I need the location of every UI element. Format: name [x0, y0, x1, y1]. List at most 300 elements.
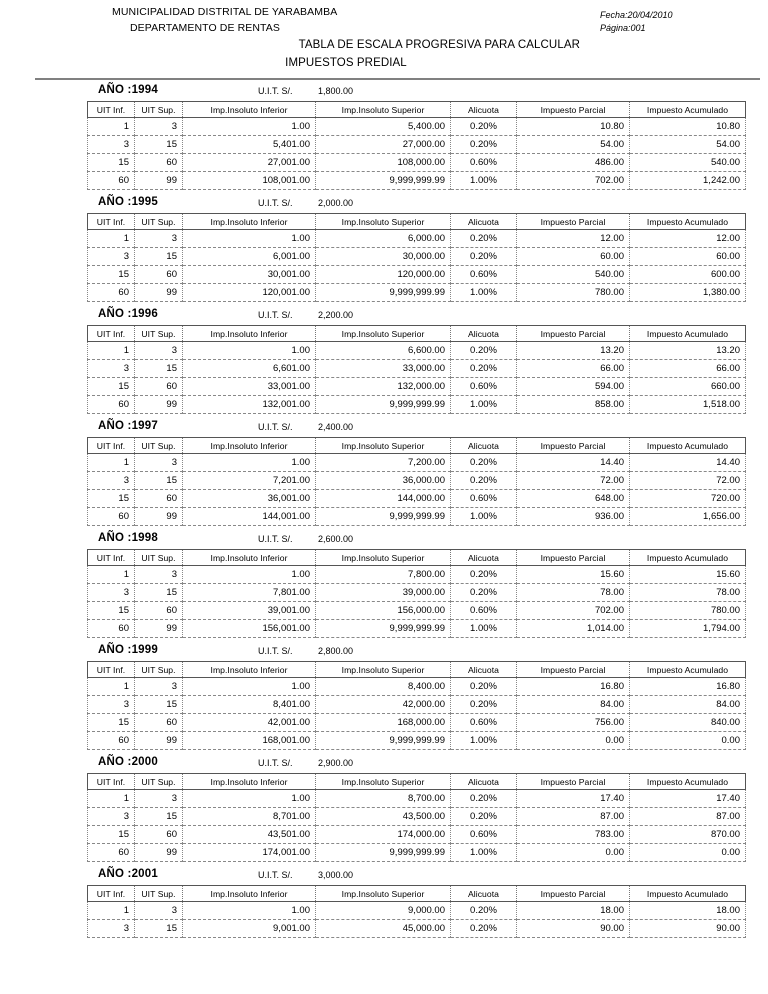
cell-uit-inf: 60: [88, 396, 135, 414]
table-row: [88, 844, 746, 862]
cell-uit-inf: 3: [88, 920, 135, 938]
cell-parcial: 648.00: [517, 490, 630, 508]
table-row: [88, 714, 746, 732]
tax-scale-table: [87, 661, 746, 750]
cell-ins-inf: 5,401.00: [183, 136, 316, 154]
cell-acumulado: 720.00: [630, 490, 746, 508]
table-header-row: [88, 438, 746, 454]
cell-acumulado: 1,794.00: [630, 620, 746, 638]
column-header: UIT Sup.: [135, 774, 183, 790]
column-header: Imp.Insoluto Inferior: [183, 102, 316, 118]
cell-parcial: 10.80: [517, 118, 630, 136]
cell-uit-inf: 3: [88, 472, 135, 490]
cell-uit-sup: 60: [135, 602, 183, 620]
cell-uit-inf: 15: [88, 378, 135, 396]
cell-ins-inf: 43,501.00: [183, 826, 316, 844]
cell-alicuota: 0.20%: [451, 808, 517, 826]
cell-parcial: 87.00: [517, 808, 630, 826]
cell-alicuota: 0.20%: [451, 584, 517, 602]
cell-alicuota: 0.20%: [451, 472, 517, 490]
cell-parcial: 90.00: [517, 920, 630, 938]
cell-uit-inf: 1: [88, 118, 135, 136]
column-header: Imp.Insoluto Superior: [316, 886, 451, 902]
cell-ins-inf: 1.00: [183, 118, 316, 136]
cell-alicuota: 0.20%: [451, 360, 517, 378]
cell-acumulado: 15.60: [630, 566, 746, 584]
column-header: Imp.Insoluto Superior: [316, 550, 451, 566]
column-header: Impuesto Parcial: [517, 774, 630, 790]
column-header: Impuesto Acumulado: [630, 774, 746, 790]
document-body: [0, 82, 768, 942]
cell-alicuota: 0.20%: [451, 248, 517, 266]
column-header: UIT Sup.: [135, 438, 183, 454]
cell-alicuota: 1.00%: [451, 508, 517, 526]
column-header: Impuesto Parcial: [517, 886, 630, 902]
column-header: Impuesto Acumulado: [630, 214, 746, 230]
cell-uit-inf: 60: [88, 508, 135, 526]
uit-label: U.I.T. S/.: [258, 86, 293, 96]
table-row: [88, 696, 746, 714]
cell-alicuota: 0.20%: [451, 920, 517, 938]
table-row: [88, 920, 746, 938]
column-header: Impuesto Parcial: [517, 214, 630, 230]
tax-scale-table: [87, 549, 746, 638]
year-label: AÑO :2000: [98, 756, 158, 768]
table-row: [88, 266, 746, 284]
column-header: Imp.Insoluto Inferior: [183, 774, 316, 790]
cell-parcial: 702.00: [517, 172, 630, 190]
table-row: [88, 490, 746, 508]
cell-uit-inf: 15: [88, 602, 135, 620]
column-header: Imp.Insoluto Superior: [316, 214, 451, 230]
cell-uit-inf: 3: [88, 136, 135, 154]
cell-acumulado: 1,656.00: [630, 508, 746, 526]
year-label: AÑO :1998: [98, 532, 158, 544]
table-row: [88, 584, 746, 602]
table-header-row: [88, 214, 746, 230]
organization-name: MUNICIPALIDAD DISTRITAL DE YARABAMBA: [112, 6, 338, 18]
table-row: [88, 678, 746, 696]
cell-uit-inf: 1: [88, 454, 135, 472]
document-meta: [600, 9, 673, 35]
year-section: [0, 754, 768, 862]
column-header: Impuesto Acumulado: [630, 438, 746, 454]
cell-uit-sup: 60: [135, 266, 183, 284]
cell-uit-inf: 60: [88, 620, 135, 638]
cell-ins-inf: 6,001.00: [183, 248, 316, 266]
cell-ins-inf: 174,001.00: [183, 844, 316, 862]
cell-uit-sup: 15: [135, 584, 183, 602]
cell-ins-sup: 45,000.00: [316, 920, 451, 938]
cell-ins-inf: 7,201.00: [183, 472, 316, 490]
cell-acumulado: 660.00: [630, 378, 746, 396]
cell-ins-sup: 144,000.00: [316, 490, 451, 508]
cell-uit-sup: 99: [135, 620, 183, 638]
cell-parcial: 0.00: [517, 844, 630, 862]
cell-ins-inf: 108,001.00: [183, 172, 316, 190]
cell-parcial: 17.40: [517, 790, 630, 808]
cell-uit-sup: 3: [135, 118, 183, 136]
document-title-line-1: TABLA DE ESCALA PROGRESIVA PARA CALCULAR: [298, 39, 580, 51]
cell-uit-sup: 15: [135, 472, 183, 490]
tax-scale-table: [87, 213, 746, 302]
cell-acumulado: 84.00: [630, 696, 746, 714]
column-header: UIT Inf.: [88, 774, 135, 790]
column-header: Imp.Insoluto Inferior: [183, 662, 316, 678]
cell-ins-sup: 6,600.00: [316, 342, 451, 360]
year-section: [0, 866, 768, 938]
column-header: Imp.Insoluto Superior: [316, 662, 451, 678]
cell-alicuota: 0.20%: [451, 118, 517, 136]
column-header: Imp.Insoluto Inferior: [183, 438, 316, 454]
table-header-row: [88, 886, 746, 902]
cell-ins-inf: 33,001.00: [183, 378, 316, 396]
uit-value: 2,900.00: [318, 758, 354, 768]
cell-alicuota: 0.20%: [451, 454, 517, 472]
cell-acumulado: 780.00: [630, 602, 746, 620]
column-header: UIT Sup.: [135, 550, 183, 566]
year-section: [0, 642, 768, 750]
cell-alicuota: 0.20%: [451, 902, 517, 920]
cell-uit-inf: 3: [88, 696, 135, 714]
uit-label: U.I.T. S/.: [258, 870, 293, 880]
table-row: [88, 808, 746, 826]
cell-ins-sup: 8,700.00: [316, 790, 451, 808]
cell-alicuota: 0.60%: [451, 826, 517, 844]
column-header: UIT Sup.: [135, 326, 183, 342]
cell-uit-sup: 99: [135, 732, 183, 750]
column-header: Impuesto Parcial: [517, 662, 630, 678]
cell-alicuota: 0.60%: [451, 602, 517, 620]
table-header-row: [88, 102, 746, 118]
uit-label: U.I.T. S/.: [258, 310, 293, 320]
year-label: AÑO :1999: [98, 644, 158, 656]
cell-alicuota: 0.60%: [451, 714, 517, 732]
year-section: [0, 418, 768, 526]
cell-parcial: 72.00: [517, 472, 630, 490]
cell-ins-sup: 132,000.00: [316, 378, 451, 396]
cell-parcial: 702.00: [517, 602, 630, 620]
cell-ins-inf: 120,001.00: [183, 284, 316, 302]
cell-parcial: 936.00: [517, 508, 630, 526]
year-section: [0, 306, 768, 414]
year-section: [0, 194, 768, 302]
cell-ins-sup: 108,000.00: [316, 154, 451, 172]
uit-label: U.I.T. S/.: [258, 534, 293, 544]
cell-acumulado: 54.00: [630, 136, 746, 154]
cell-uit-inf: 15: [88, 154, 135, 172]
cell-uit-sup: 15: [135, 360, 183, 378]
cell-uit-sup: 99: [135, 172, 183, 190]
cell-parcial: 540.00: [517, 266, 630, 284]
cell-uit-inf: 1: [88, 566, 135, 584]
cell-alicuota: 1.00%: [451, 844, 517, 862]
year-section-header: [0, 306, 768, 325]
uit-label: U.I.T. S/.: [258, 646, 293, 656]
column-header: UIT Inf.: [88, 662, 135, 678]
cell-ins-inf: 27,001.00: [183, 154, 316, 172]
cell-uit-sup: 15: [135, 696, 183, 714]
cell-ins-sup: 9,000.00: [316, 902, 451, 920]
uit-value: 2,200.00: [318, 310, 354, 320]
column-header: Impuesto Acumulado: [630, 886, 746, 902]
tax-scale-table: [87, 885, 746, 938]
cell-ins-sup: 174,000.00: [316, 826, 451, 844]
year-section: [0, 82, 768, 190]
cell-parcial: 780.00: [517, 284, 630, 302]
cell-uit-inf: 60: [88, 732, 135, 750]
cell-acumulado: 0.00: [630, 844, 746, 862]
column-header: UIT Inf.: [88, 550, 135, 566]
title-divider: [35, 78, 760, 80]
cell-parcial: 14.40: [517, 454, 630, 472]
cell-acumulado: 12.00: [630, 230, 746, 248]
cell-ins-sup: 36,000.00: [316, 472, 451, 490]
table-header-row: [88, 326, 746, 342]
column-header: Imp.Insoluto Inferior: [183, 326, 316, 342]
cell-alicuota: 1.00%: [451, 620, 517, 638]
document-header: [0, 0, 768, 72]
uit-value: 1,800.00: [318, 86, 354, 96]
cell-parcial: 783.00: [517, 826, 630, 844]
cell-ins-inf: 6,601.00: [183, 360, 316, 378]
cell-ins-sup: 120,000.00: [316, 266, 451, 284]
cell-ins-inf: 1.00: [183, 902, 316, 920]
cell-uit-sup: 99: [135, 396, 183, 414]
uit-value: 2,600.00: [318, 534, 354, 544]
cell-ins-sup: 43,500.00: [316, 808, 451, 826]
cell-parcial: 858.00: [517, 396, 630, 414]
table-row: [88, 472, 746, 490]
cell-ins-sup: 8,400.00: [316, 678, 451, 696]
tax-scale-table: [87, 325, 746, 414]
cell-uit-sup: 3: [135, 678, 183, 696]
cell-uit-sup: 60: [135, 826, 183, 844]
year-label: AÑO :1994: [98, 84, 158, 96]
cell-ins-inf: 1.00: [183, 454, 316, 472]
cell-acumulado: 540.00: [630, 154, 746, 172]
column-header: Imp.Insoluto Inferior: [183, 886, 316, 902]
cell-ins-sup: 39,000.00: [316, 584, 451, 602]
cell-uit-inf: 3: [88, 360, 135, 378]
year-section: [0, 530, 768, 638]
column-header: UIT Inf.: [88, 886, 135, 902]
table-header-row: [88, 550, 746, 566]
cell-ins-inf: 144,001.00: [183, 508, 316, 526]
cell-uit-sup: 3: [135, 790, 183, 808]
table-row: [88, 154, 746, 172]
column-header: UIT Inf.: [88, 214, 135, 230]
cell-uit-inf: 15: [88, 266, 135, 284]
cell-alicuota: 0.60%: [451, 266, 517, 284]
cell-uit-sup: 3: [135, 566, 183, 584]
document-title-line-2: IMPUESTOS PREDIAL: [285, 57, 407, 69]
cell-uit-sup: 60: [135, 714, 183, 732]
cell-acumulado: 66.00: [630, 360, 746, 378]
cell-ins-sup: 33,000.00: [316, 360, 451, 378]
cell-ins-inf: 132,001.00: [183, 396, 316, 414]
table-row: [88, 508, 746, 526]
cell-ins-inf: 8,701.00: [183, 808, 316, 826]
table-row: [88, 360, 746, 378]
column-header: Alicuota: [451, 550, 517, 566]
cell-ins-sup: 9,999,999.99: [316, 396, 451, 414]
page-number: Página:001: [600, 23, 646, 33]
cell-alicuota: 0.20%: [451, 230, 517, 248]
table-row: [88, 248, 746, 266]
cell-uit-sup: 15: [135, 248, 183, 266]
year-section-header: [0, 194, 768, 213]
cell-ins-sup: 9,999,999.99: [316, 508, 451, 526]
cell-alicuota: 0.60%: [451, 154, 517, 172]
cell-alicuota: 1.00%: [451, 284, 517, 302]
cell-acumulado: 78.00: [630, 584, 746, 602]
cell-acumulado: 840.00: [630, 714, 746, 732]
column-header: Impuesto Acumulado: [630, 550, 746, 566]
uit-value: 2,400.00: [318, 422, 354, 432]
cell-parcial: 756.00: [517, 714, 630, 732]
column-header: Alicuota: [451, 886, 517, 902]
table-row: [88, 230, 746, 248]
column-header: Impuesto Parcial: [517, 438, 630, 454]
cell-acumulado: 1,242.00: [630, 172, 746, 190]
cell-alicuota: 1.00%: [451, 396, 517, 414]
cell-ins-sup: 5,400.00: [316, 118, 451, 136]
cell-alicuota: 0.20%: [451, 790, 517, 808]
cell-uit-sup: 99: [135, 508, 183, 526]
cell-ins-inf: 168,001.00: [183, 732, 316, 750]
organization-block: [112, 4, 337, 36]
year-section-header: [0, 530, 768, 549]
column-header: Imp.Insoluto Inferior: [183, 550, 316, 566]
cell-uit-sup: 99: [135, 844, 183, 862]
column-header: UIT Sup.: [135, 886, 183, 902]
cell-ins-sup: 9,999,999.99: [316, 172, 451, 190]
uit-label: U.I.T. S/.: [258, 198, 293, 208]
cell-ins-inf: 42,001.00: [183, 714, 316, 732]
table-row: [88, 378, 746, 396]
cell-uit-sup: 3: [135, 454, 183, 472]
cell-alicuota: 0.20%: [451, 136, 517, 154]
column-header: Alicuota: [451, 326, 517, 342]
cell-uit-sup: 3: [135, 230, 183, 248]
table-header-row: [88, 774, 746, 790]
table-row: [88, 396, 746, 414]
cell-ins-sup: 42,000.00: [316, 696, 451, 714]
cell-alicuota: 0.20%: [451, 696, 517, 714]
cell-ins-sup: 9,999,999.99: [316, 844, 451, 862]
cell-ins-inf: 39,001.00: [183, 602, 316, 620]
column-header: Impuesto Parcial: [517, 102, 630, 118]
cell-uit-inf: 3: [88, 584, 135, 602]
cell-acumulado: 600.00: [630, 266, 746, 284]
cell-uit-inf: 15: [88, 714, 135, 732]
cell-uit-sup: 15: [135, 920, 183, 938]
cell-uit-sup: 60: [135, 490, 183, 508]
column-header: Alicuota: [451, 102, 517, 118]
table-row: [88, 284, 746, 302]
table-row: [88, 454, 746, 472]
cell-parcial: 1,014.00: [517, 620, 630, 638]
column-header: UIT Sup.: [135, 102, 183, 118]
column-header: Imp.Insoluto Superior: [316, 774, 451, 790]
cell-uit-inf: 3: [88, 808, 135, 826]
table-row: [88, 732, 746, 750]
cell-acumulado: 87.00: [630, 808, 746, 826]
cell-uit-inf: 60: [88, 172, 135, 190]
table-row: [88, 136, 746, 154]
cell-ins-inf: 30,001.00: [183, 266, 316, 284]
cell-ins-inf: 7,801.00: [183, 584, 316, 602]
cell-ins-inf: 1.00: [183, 678, 316, 696]
cell-uit-sup: 3: [135, 902, 183, 920]
cell-uit-sup: 3: [135, 342, 183, 360]
cell-parcial: 78.00: [517, 584, 630, 602]
cell-ins-sup: 6,000.00: [316, 230, 451, 248]
cell-uit-inf: 1: [88, 230, 135, 248]
cell-parcial: 12.00: [517, 230, 630, 248]
tax-scale-table: [87, 773, 746, 862]
column-header: Impuesto Parcial: [517, 326, 630, 342]
column-header: UIT Inf.: [88, 438, 135, 454]
document-date: Fecha:20/04/2010: [600, 10, 673, 20]
cell-acumulado: 72.00: [630, 472, 746, 490]
cell-ins-inf: 1.00: [183, 566, 316, 584]
column-header: Imp.Insoluto Superior: [316, 326, 451, 342]
cell-acumulado: 13.20: [630, 342, 746, 360]
cell-acumulado: 60.00: [630, 248, 746, 266]
cell-acumulado: 16.80: [630, 678, 746, 696]
cell-acumulado: 0.00: [630, 732, 746, 750]
cell-parcial: 66.00: [517, 360, 630, 378]
cell-acumulado: 10.80: [630, 118, 746, 136]
uit-label: U.I.T. S/.: [258, 758, 293, 768]
cell-ins-sup: 9,999,999.99: [316, 284, 451, 302]
year-label: AÑO :1997: [98, 420, 158, 432]
cell-alicuota: 1.00%: [451, 732, 517, 750]
column-header: Alicuota: [451, 214, 517, 230]
column-header: Impuesto Acumulado: [630, 662, 746, 678]
cell-ins-inf: 1.00: [183, 230, 316, 248]
year-section-header: [0, 866, 768, 885]
table-row: [88, 790, 746, 808]
tax-scale-table: [87, 101, 746, 190]
cell-acumulado: 1,518.00: [630, 396, 746, 414]
cell-uit-inf: 15: [88, 490, 135, 508]
table-row: [88, 602, 746, 620]
cell-parcial: 84.00: [517, 696, 630, 714]
cell-uit-sup: 99: [135, 284, 183, 302]
column-header: Imp.Insoluto Superior: [316, 102, 451, 118]
cell-ins-sup: 30,000.00: [316, 248, 451, 266]
cell-uit-inf: 1: [88, 902, 135, 920]
tax-scale-table: [87, 437, 746, 526]
cell-alicuota: 0.20%: [451, 342, 517, 360]
cell-ins-sup: 7,800.00: [316, 566, 451, 584]
table-row: [88, 342, 746, 360]
cell-parcial: 60.00: [517, 248, 630, 266]
year-section-header: [0, 754, 768, 773]
column-header: Impuesto Parcial: [517, 550, 630, 566]
cell-acumulado: 870.00: [630, 826, 746, 844]
cell-ins-sup: 9,999,999.99: [316, 732, 451, 750]
cell-uit-sup: 60: [135, 154, 183, 172]
year-label: AÑO :1996: [98, 308, 158, 320]
column-header: UIT Sup.: [135, 214, 183, 230]
cell-ins-sup: 27,000.00: [316, 136, 451, 154]
column-header: Impuesto Acumulado: [630, 102, 746, 118]
cell-parcial: 18.00: [517, 902, 630, 920]
